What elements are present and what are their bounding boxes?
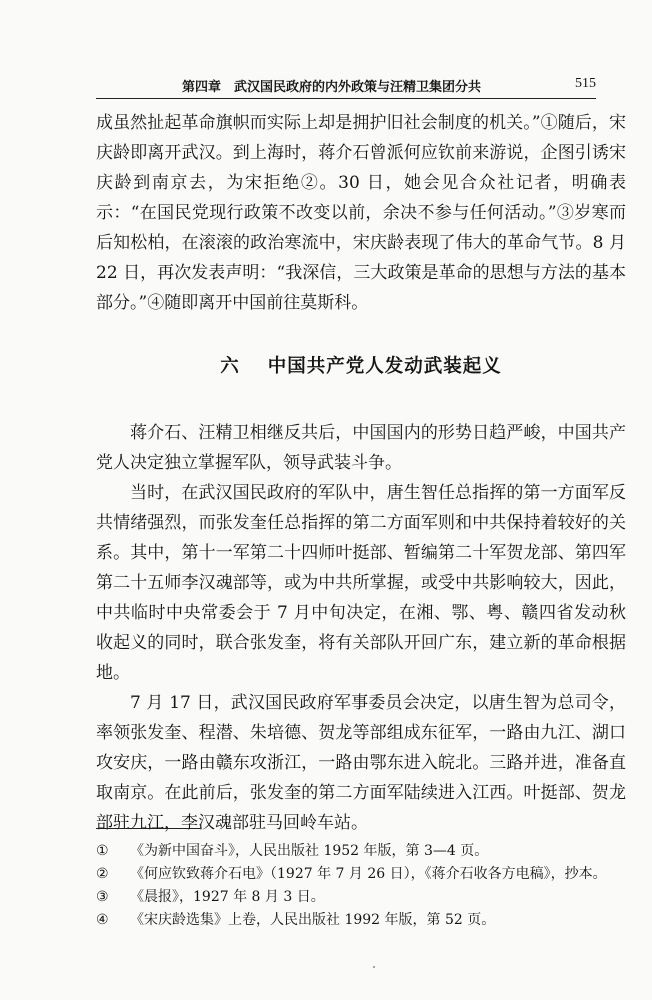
footnote-mark: ①	[96, 843, 109, 859]
section-heading	[96, 352, 626, 382]
footnote-mark: ③	[96, 889, 109, 905]
paragraph-4: 7 月 17 日，武汉国民政府军事委员会决定，以唐生智为总司令，率领张发奎、程潜、朱培德、贺龙等部组成东征军，一路由九江、湖口攻安庆，一路由赣东攻浙江，一路由鄂东进入皖北。三路并进，准备直取南京。在此前后，张发奎的第二方面军陆续进入江西。叶挺部、贺龙部驻九江，李汉魂部驻马回岭车站。	[96, 693, 626, 833]
footnote-rule	[96, 828, 200, 829]
section-title: 中国共产党人发动武装起义	[267, 356, 502, 377]
footnote-text: 《为新中国奋斗》，人民出版社 1952 年版，第 3—4 页。	[130, 843, 489, 859]
main-text	[96, 108, 626, 838]
paragraph-2: 蒋介石、汪精卫相继反共后，中国国内的形势日趋严峻，中国共产党人决定独立掌握军队，领导武装斗争。	[96, 423, 626, 473]
paragraph-3: 当时，在武汉国民政府的军队中，唐生智任总指挥的第一方面军反共情绪强烈，而张发奎任总指挥的第二方面军则和中共保持着较好的关系。其中，第十一军第二十四师叶挺部、暂编第二十军贺龙部、第四军第二十五师李汉魂部等，或为中共所掌握，或受中共影响较大，因此，中共临时中央常委会于 7 月中旬决定，在湘、鄂、粤、赣四省发动秋收起义的同时，联合张发奎，将有关部队开回广东，建立新的革命根据地。	[96, 483, 626, 683]
footnotes	[96, 840, 626, 932]
footnote-mark: ②	[96, 866, 109, 882]
footnote-mark: ④	[96, 912, 109, 928]
footnote-text: 《宋庆龄选集》上卷，人民出版社 1992 年版，第 52 页。	[130, 912, 496, 928]
page-number: 515	[575, 76, 596, 91]
header-rule	[96, 98, 596, 99]
running-header	[96, 76, 596, 95]
paragraph-1: 成虽然扯起革命旗帜而实际上却是拥护旧社会制度的机关。”①随后，宋庆龄即离开武汉。到上海时，蒋介石曾派何应钦前来游说，企图引诱宋庆龄到南京去，为宋拒绝②。30 日，她会见合众社记者，明确表示：“在国民党现行政策不改变以前，余决不参与任何活动。”③岁寒而后知松柏，在滚滚的政治寒流中，宋庆龄表现了伟大的革命气节。8 月 22 日，再次发表声明：“我深信，三大政策是革命的思想与方法的基本部分。”④随即离开中国前往莫斯科。	[96, 113, 626, 313]
footnote-2	[96, 863, 626, 886]
footnote-text: 《何应钦致蒋介石电》（1927 年 7 月 26 日），《蒋介石收各方电稿》，抄本。	[130, 866, 607, 882]
footnote-4	[96, 909, 626, 932]
footnote-1	[96, 840, 626, 863]
stray-mark	[373, 966, 375, 968]
chapter-title: 第四章 武汉国民政府的内外政策与汪精卫集团分共	[182, 80, 482, 95]
footnote-3	[96, 886, 626, 909]
footnote-text: 《晨报》，1927 年 8 月 3 日。	[130, 889, 325, 905]
section-number: 六	[220, 356, 240, 377]
